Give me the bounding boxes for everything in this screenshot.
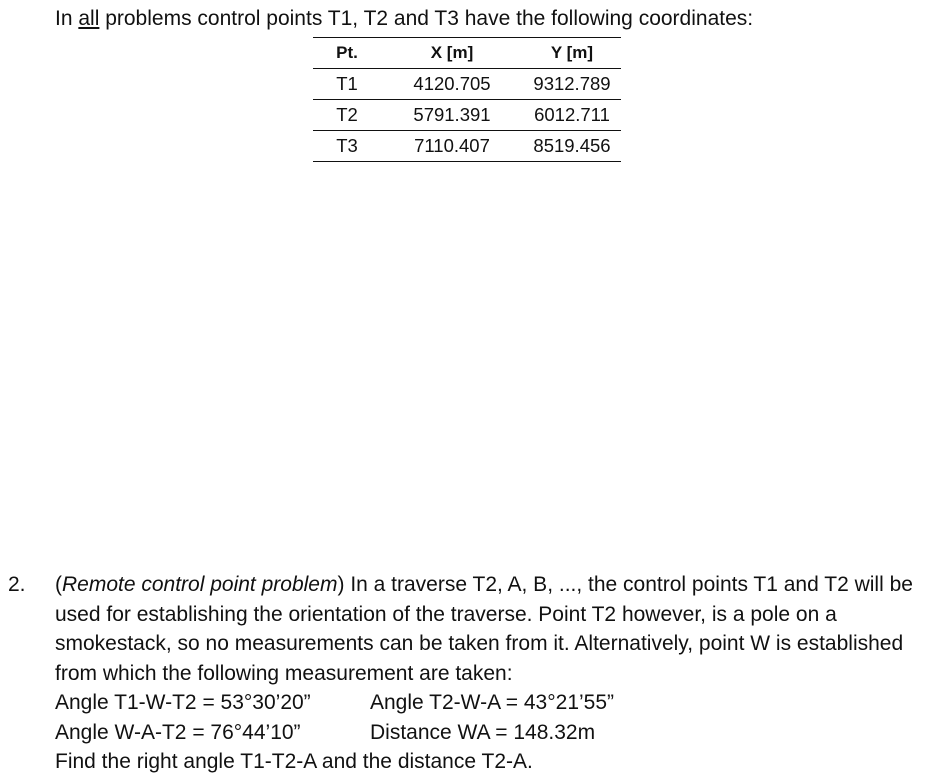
intro-sentence	[55, 5, 753, 33]
table-header-row	[313, 38, 621, 69]
problem-body	[55, 570, 928, 777]
intro-text-after: problems control points T1, T2 and T3 have the following coordinates:	[99, 7, 754, 30]
header-x: X [m]	[381, 38, 523, 69]
problem-statement: (Remote control point problem) In a traverse T2, A, B, ..., the control points T1 and T2 will be used for establishing the orientation of the traverse. Point T2 however, is a pole on a smokestack, so no measurements can be taken from it. Alternatively, point W is established from which the following measurement are taken:	[55, 573, 913, 685]
cell-x: 5791.391	[381, 100, 523, 131]
table-row	[313, 100, 621, 131]
cell-y: 9312.789	[523, 69, 621, 100]
cell-point: T1	[313, 69, 381, 100]
cell-x: 4120.705	[381, 69, 523, 100]
header-point: Pt.	[313, 38, 381, 69]
problem-text: In a traverse T2, A, B, ..., the control points T1 and T2 will be used for establishing the orientation of the traverse. Point T2 however, is a pole on a smokestack, so no measurements can be taken from it. Alternatively, point W is established from which the following measurement are taken:	[55, 573, 913, 685]
cell-y: 8519.456	[523, 131, 621, 162]
header-y: Y [m]	[523, 38, 621, 69]
measurement-item: Distance WA = 148.32m	[370, 720, 596, 744]
cell-point: T3	[313, 131, 381, 162]
measurement-item: Angle W-A-T2 = 76°44’10”	[55, 720, 301, 744]
measurement-item: Angle T1-W-T2 = 53°30’20”	[55, 691, 311, 714]
intro-text-before: In	[55, 7, 79, 30]
table-row	[313, 131, 621, 162]
problem-question: Find the right angle T1-T2-A and the distance T2-A.	[55, 750, 533, 773]
cell-y: 6012.711	[523, 100, 621, 131]
table-row	[313, 69, 621, 100]
problem-2	[8, 570, 928, 777]
problem-title: Remote control point problem	[62, 573, 338, 596]
measurement-item: Angle T2-W-A = 43°21’55”	[370, 691, 615, 714]
cell-point: T2	[313, 100, 381, 131]
intro-underlined-word: all	[78, 7, 100, 30]
measurement-row	[55, 688, 928, 718]
coordinates-table	[313, 37, 621, 162]
measurement-row	[55, 718, 928, 748]
cell-x: 7110.407	[381, 131, 523, 162]
problem-number: 2.	[8, 573, 26, 596]
